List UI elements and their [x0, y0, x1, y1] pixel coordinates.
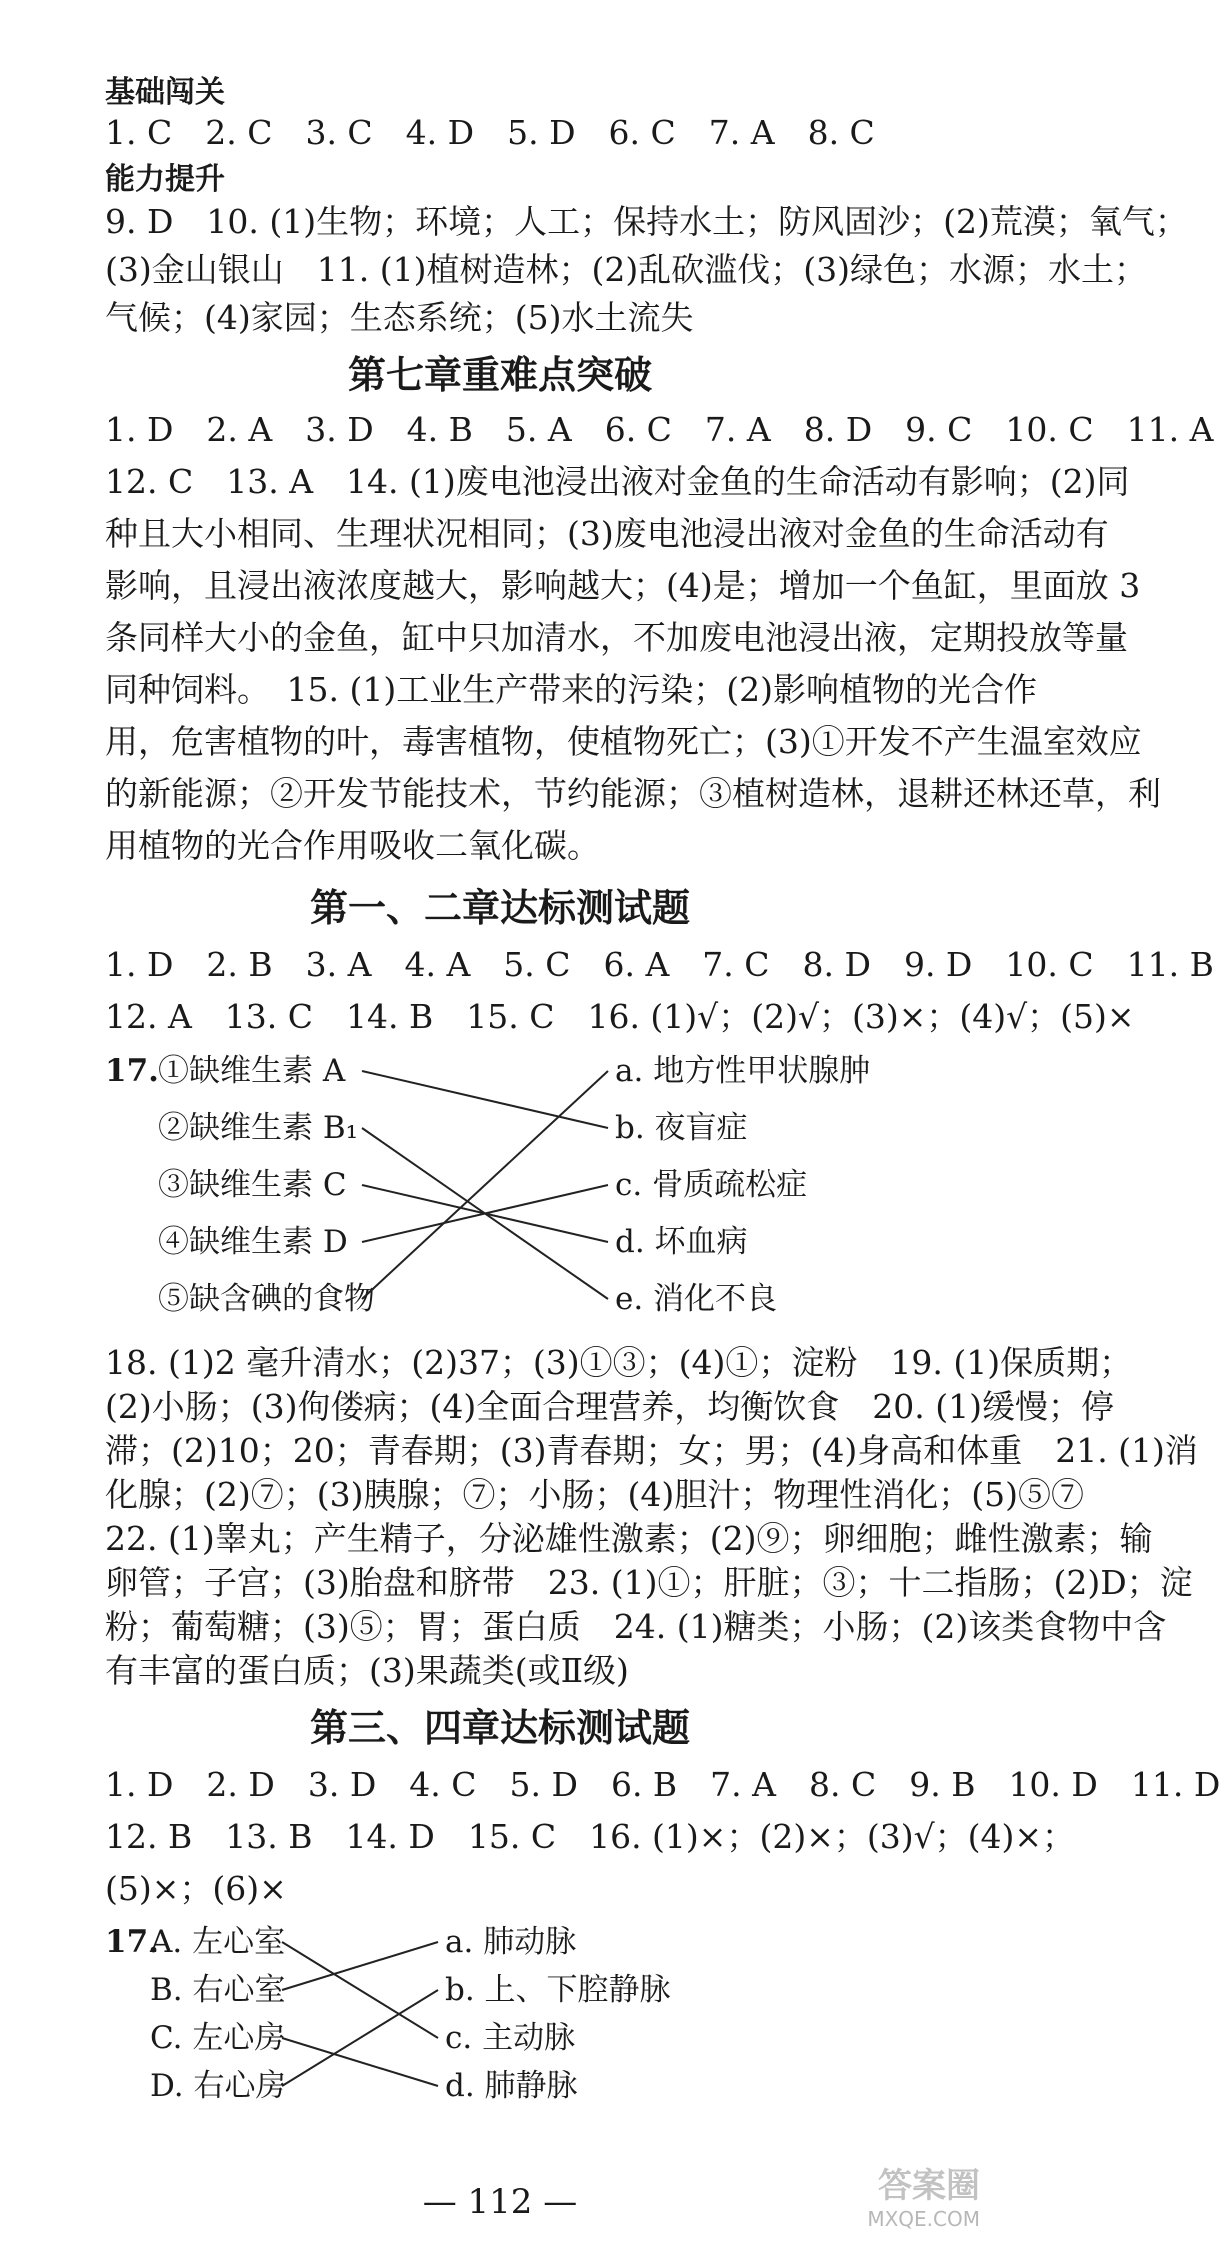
- test12-line: 粉；葡萄糖；(3)⑤；胃；蛋白质 24. (1)糖类；小肠；(2)该类食物中含: [105, 1607, 1167, 1646]
- test12-match-left: ②缺维生素 B₁: [158, 1110, 359, 1146]
- test12-match-left: ④缺维生素 D: [158, 1224, 348, 1260]
- test12-line: 卵管；子宫；(3)胎盘和脐带 23. (1)①；肝脏；③；十二指肠；(2)D；淀: [105, 1563, 1193, 1602]
- test12-line: 18. (1)2 毫升清水；(2)37；(3)①③；(4)①；淀粉 19. (1)保质期；: [105, 1343, 1133, 1382]
- match-line-A-c: [282, 1942, 438, 2038]
- test12-line: 有丰富的蛋白质；(3)果蔬类(或Ⅱ级): [105, 1651, 629, 1690]
- basic-section-title: 基础闯关: [105, 75, 225, 110]
- test12-match-left: ③缺维生素 C: [158, 1167, 347, 1203]
- match-line-5-a: [362, 1071, 608, 1299]
- test12-match-right: b. 夜盲症: [615, 1110, 748, 1146]
- test12-match-right: a. 地方性甲状腺肿: [615, 1053, 871, 1089]
- watermark-url: MXQE.COM: [867, 2207, 980, 2231]
- ability-line: 9. D 10. (1)生物；环境；人工；保持水土；防风固沙；(2)荒漠；氧气；: [105, 202, 1188, 241]
- test12-line: 1. D 2. B 3. A 4. A 5. C 6. A 7. C 8. D 9. D 10. C 11. B: [105, 945, 1214, 984]
- ability-line: (3)金山银山 11. (1)植树造林；(2)乱砍滥伐；(3)绿色；水源；水土；: [105, 250, 1147, 289]
- test12-title: 第一、二章达标测试题: [309, 886, 690, 930]
- test12-match-left: ⑤缺含碘的食物: [158, 1281, 375, 1317]
- test34-title: 第三、四章达标测试题: [309, 1706, 690, 1750]
- watermark-logo: [830, 2165, 980, 2235]
- test34-line: (5)×；(6)×: [105, 1869, 287, 1908]
- watermark-text: 答案圈: [878, 2166, 980, 2206]
- chapter7-line: 1. D 2. A 3. D 4. B 5. A 6. C 7. A 8. D 9. C 10. C 11. A: [105, 410, 1214, 449]
- test34-match-left: A. 左心室: [150, 1924, 286, 1960]
- test34-match-right: c. 主动脉: [445, 2020, 576, 2056]
- test12-line: 化腺；(2)⑦；(3)胰腺；⑦；小肠；(4)胆汁；物理性消化；(5)⑤⑦: [105, 1475, 1084, 1514]
- ability-line: 气候；(4)家园；生态系统；(5)水土流失: [105, 298, 694, 337]
- match-line-1-b: [362, 1071, 608, 1128]
- chapter7-line: 用，危害植物的叶，毒害植物，使植物死亡；(3)①开发不产生温室效应: [105, 722, 1142, 761]
- chapter7-line: 种且大小相同、生理状况相同；(3)废电池浸出液对金鱼的生命活动有: [105, 514, 1109, 553]
- test34-match-right: b. 上、下腔静脉: [445, 1972, 671, 2008]
- test34-match-left: C. 左心房: [150, 2020, 286, 2056]
- chapter7-line: 同种饲料。 15. (1)工业生产带来的污染；(2)影响植物的光合作: [105, 670, 1037, 709]
- test34-line: 12. B 13. B 14. D 15. C 16. (1)×；(2)×；(3)√；(4)×；: [105, 1817, 1076, 1856]
- test12-line: 22. (1)睾丸；产生精子，分泌雄性激素；(2)⑨；卵细胞；雌性激素；输: [105, 1519, 1153, 1558]
- test34-match-left: D. 右心房: [150, 2068, 287, 2104]
- test34-match-number: 17.: [105, 1924, 159, 1960]
- chapter7-title: 第七章重难点突破: [347, 353, 652, 397]
- basic-answers: 1. C 2. C 3. C 4. D 5. D 6. C 7. A 8. C: [105, 113, 875, 152]
- test12-line: 12. A 13. C 14. B 15. C 16. (1)√；(2)√；(3)×；(4)√；(5)×: [105, 997, 1135, 1036]
- test12-line: (2)小肠；(3)佝偻病；(4)全面合理营养，均衡饮食 20. (1)缓慢；停: [105, 1387, 1114, 1426]
- ability-section-title: 能力提升: [105, 162, 225, 197]
- match-line-B-a: [282, 1942, 438, 1990]
- match-line-C-d: [282, 2038, 438, 2086]
- chapter7-line: 用植物的光合作用吸收二氧化碳。: [105, 826, 600, 865]
- chapter7-line: 条同样大小的金鱼，缸中只加清水，不加废电池浸出液，定期投放等量: [105, 618, 1128, 657]
- test12-match-right: c. 骨质疏松症: [615, 1167, 808, 1203]
- test34-match-left: B. 右心室: [150, 1972, 286, 2008]
- test12-line: 滞；(2)10；20；青春期；(3)青春期；女；男；(4)身高和体重 21. (1)消: [105, 1431, 1198, 1470]
- test12-match-right: d. 坏血病: [615, 1224, 748, 1260]
- chapter7-line: 12. C 13. A 14. (1)废电池浸出液对金鱼的生命活动有影响；(2)同: [105, 462, 1130, 501]
- page-number: — 112 —: [422, 2182, 578, 2222]
- test12-match-left: ①缺维生素 A: [158, 1053, 346, 1089]
- test34-match-right: a. 肺动脉: [445, 1924, 577, 1960]
- chapter7-line: 影响，且浸出液浓度越大，影响越大；(4)是；增加一个鱼缸，里面放 3: [105, 566, 1141, 605]
- test12-match-number: 17.: [105, 1053, 159, 1089]
- test34-match-right: d. 肺静脉: [445, 2068, 578, 2104]
- match-line-D-b: [282, 1990, 438, 2086]
- test34-line: 1. D 2. D 3. D 4. C 5. D 6. B 7. A 8. C 9. B 10. D 11. D: [105, 1765, 1220, 1804]
- test12-match-right: e. 消化不良: [615, 1281, 778, 1317]
- chapter7-line: 的新能源；②开发节能技术，节约能源；③植树造林，退耕还林还草，利: [105, 774, 1161, 813]
